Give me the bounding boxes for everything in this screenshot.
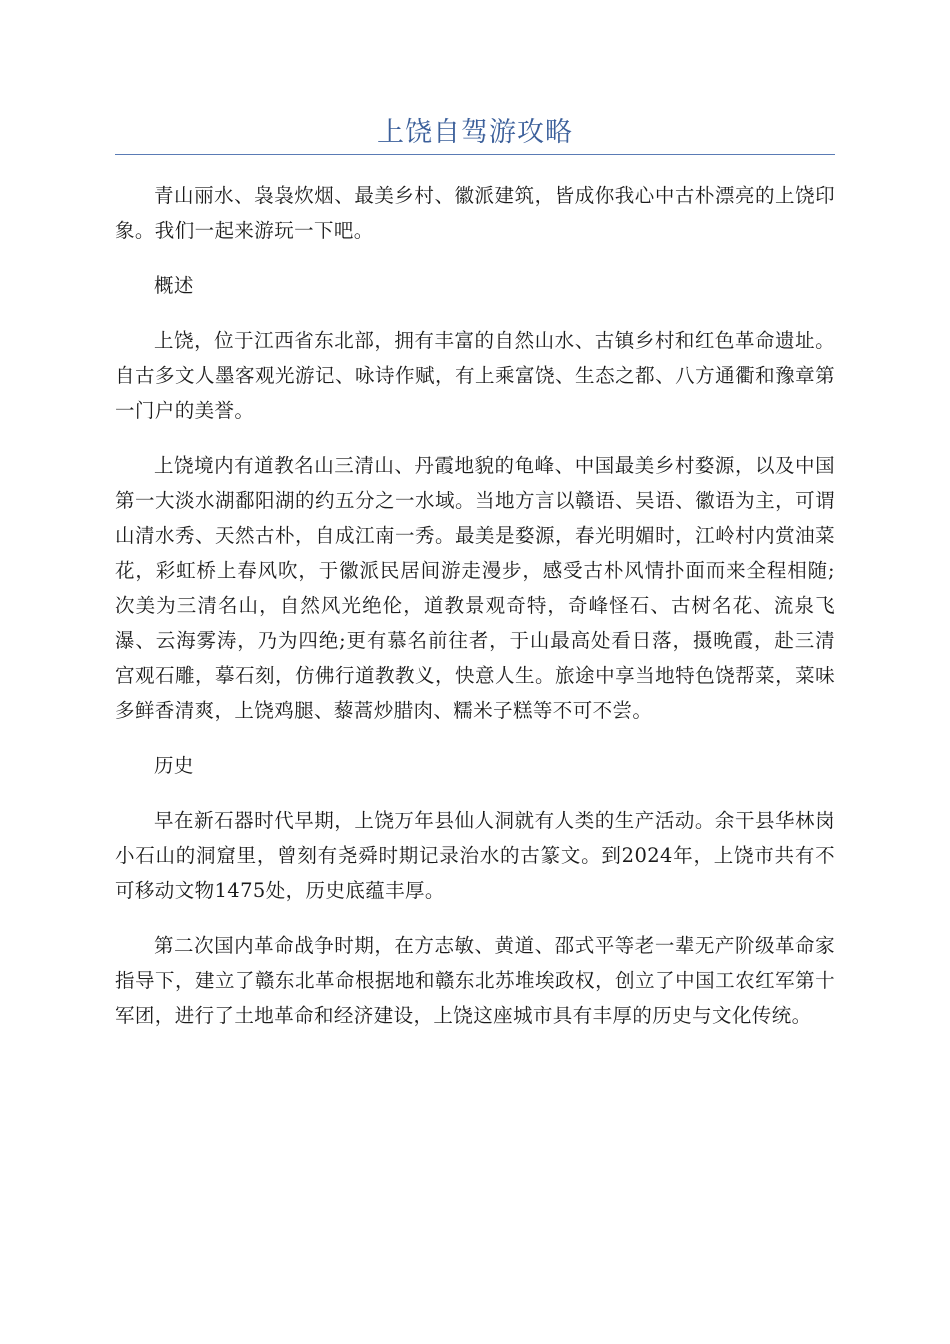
overview-paragraph-1: 上饶，位于江西省东北部，拥有丰富的自然山水、古镇乡村和红色革命遗址。自古多文人墨客观光游记、咏诗作赋，有上乘富饶、生态之都、八方通衢和豫章第一门户的美誉。 bbox=[115, 329, 835, 422]
section-heading-overview: 概述 bbox=[154, 274, 194, 297]
document-title: 上饶自驾游攻略 bbox=[377, 117, 573, 148]
section-heading-history: 历史 bbox=[154, 754, 194, 777]
history-paragraph-1: 早在新石器时代早期，上饶万年县仙人洞就有人类的生产活动。余干县华林岗小石山的洞窟里，曾刻有尧舜时期记录治水的古篆文。到2024年，上饶市共有不可移动文物1475处，历史底蕴丰厚。 bbox=[115, 809, 835, 902]
overview-paragraph-2: 上饶境内有道教名山三清山、丹霞地貌的龟峰、中国最美乡村婺源，以及中国第一大淡水湖鄱阳湖的约五分之一水域。当地方言以赣语、吴语、徽语为主，可谓山清水秀、天然古朴，自成江南一秀。最美是婺源，春光明媚时，江岭村内赏油菜花，彩虹桥上春风吹，于徽派民居间游走漫步，感受古朴风情扑面而来全程相随;次美为三清名山，自然风光绝伦，道教景观奇特，奇峰怪石、古树名花、流泉飞瀑、云海雾涛，乃为四绝;更有慕名前往者，于山最高处看日落，摄晚霞，赴三清宫观石雕，摹石刻，仿佛行道教教义，快意人生。旅途中享当地特色饶帮菜，菜味多鲜香清爽，上饶鸡腿、藜蒿炒腊肉、糯米子糕等不可不尝。 bbox=[115, 454, 835, 722]
document-body bbox=[115, 178, 835, 1053]
history-paragraph-2: 第二次国内革命战争时期，在方志敏、黄道、邵式平等老一辈无产阶级革命家指导下，建立了赣东北革命根据地和赣东北苏堆埃政权，创立了中国工农红军第十军团，进行了土地革命和经济建设，上饶这座城市具有丰厚的历史与文化传统。 bbox=[115, 934, 835, 1027]
title-underline bbox=[115, 154, 835, 155]
intro-paragraph: 青山丽水、袅袅炊烟、最美乡村、徽派建筑，皆成你我心中古朴漂亮的上饶印象。我们一起来游玩一下吧。 bbox=[115, 184, 835, 242]
